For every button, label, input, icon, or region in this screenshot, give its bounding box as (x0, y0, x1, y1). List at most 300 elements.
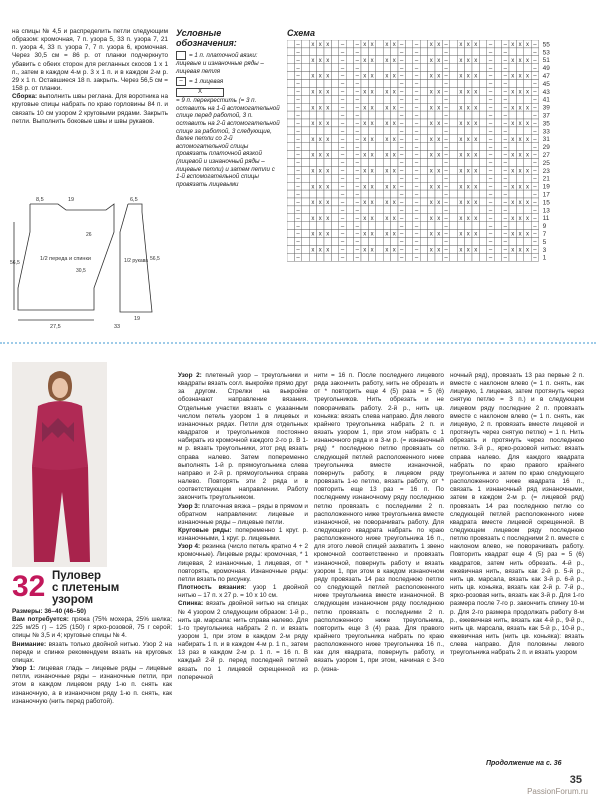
grid-cell (428, 64, 435, 72)
grid-cell (457, 143, 464, 151)
grid-symbol: x (326, 200, 330, 207)
grid-cell (420, 151, 427, 159)
grid-cell (494, 95, 501, 103)
grid-cell (509, 238, 516, 246)
grid-symbol: – (296, 89, 300, 96)
grid-cell (391, 190, 398, 198)
grid-symbol: – (488, 105, 493, 112)
grid-symbol: – (296, 152, 300, 159)
grid-cell (331, 111, 338, 119)
grid-symbol: – (503, 231, 507, 238)
grid-cell (324, 111, 331, 119)
grid-symbol: – (533, 160, 537, 167)
grid-cell (405, 80, 412, 88)
grid-cell (450, 198, 457, 206)
row-number: 49 (542, 65, 550, 73)
grid-symbol: – (444, 121, 448, 128)
grid-symbol: x (474, 89, 478, 96)
grid-cell (457, 48, 464, 56)
grid-cell (494, 135, 501, 143)
grid-symbol: x (526, 215, 529, 222)
grid-symbol: – (296, 50, 300, 56)
grid-symbol: – (503, 113, 507, 120)
grid-cell (405, 174, 412, 182)
grid-cell (494, 56, 501, 64)
grid-cell (509, 253, 516, 261)
grid-symbol: x (370, 42, 374, 49)
grid-symbol: – (400, 42, 404, 49)
grid-symbol: x (311, 42, 315, 49)
grid-cell (287, 40, 294, 48)
grid-cell (494, 111, 501, 119)
grid-symbol: – (355, 105, 359, 112)
grid-cell (494, 182, 501, 190)
grid-cell (376, 119, 383, 127)
grid-symbol: x (466, 215, 470, 222)
grid-symbol: x (311, 231, 315, 238)
grid-symbol: – (533, 247, 537, 254)
grid-cell (479, 230, 486, 238)
grid-symbol: x (392, 184, 396, 191)
grid-symbol: – (355, 121, 359, 128)
grid-symbol: – (414, 136, 419, 143)
grid-cell (509, 190, 516, 198)
grid-symbol: – (533, 121, 537, 128)
grid-cell (420, 72, 427, 80)
grid-symbol: – (414, 223, 419, 230)
grid-cell (457, 253, 464, 261)
grid-symbol: x (474, 152, 478, 159)
grid-symbol: x (318, 105, 322, 112)
grid-symbol: x (466, 152, 470, 159)
needs-paragraph: Вам потребуется: пряжа (75% мохера, 25% шелка; 225 м/25 г) – 125 (150) г ярко-розовой, 75 г серой; спицы № 3,5 и 4; круговые спицы № 4. (12, 616, 172, 640)
grid-cell (309, 64, 316, 72)
grid-symbol: – (488, 160, 493, 167)
grid-cell (450, 253, 457, 261)
grid-symbol: – (340, 113, 345, 120)
grid-symbol: x (311, 57, 315, 64)
grid-symbol: x (385, 136, 389, 143)
grid-cell (524, 64, 531, 72)
grid-cell (376, 40, 383, 48)
grid-cell (472, 80, 479, 88)
grid-cell (287, 159, 294, 167)
grid-symbol: x (363, 247, 367, 254)
grid-symbol: – (340, 208, 345, 214)
grid-symbol: x (466, 121, 470, 128)
grid-symbol: x (466, 184, 470, 191)
grid-symbol: x (526, 152, 529, 159)
grid-symbol: – (414, 231, 419, 238)
grid-symbol: – (533, 208, 537, 214)
grid-cell (420, 166, 427, 174)
grid-cell (331, 40, 338, 48)
grid-symbol: x (370, 200, 374, 207)
grid-cell (479, 245, 486, 253)
grid-cell (287, 80, 294, 88)
grid-cell (494, 127, 501, 135)
grid-symbol: – (488, 97, 493, 104)
grid-symbol: x (318, 57, 322, 64)
grid-cell (524, 95, 531, 103)
grid-cell (361, 190, 368, 198)
grid-cell (457, 238, 464, 246)
grid-cell (324, 190, 331, 198)
attention-paragraph: Внимание: вязать только двойной нитью. Узор 2 на переде и спинке рекомендуем вязать на круговых спицах. (12, 640, 172, 664)
grid-symbol: x (326, 136, 330, 143)
grid-cell (420, 119, 427, 127)
grid-cell (435, 48, 442, 56)
column-4-paragraph: ночный ряд), провязать 13 раз первые 2 п. вместе с наклоном влево (= 1 п. снять, как лицевую, 1 лицевая, затем протянуть через снятую петлю = 3 п.) и в следующем лицевом ряду последние 2 п. провязать вместе с наклоном влево (= 1 п. снять, как лицевую, 2 п. провязать вместе лицевой и протянуть через снятую петлю) = 1 п. Нить обрезать и протянуть через последнюю петлю. 3-й р., ярко-розовой нитью: вязать справа налево. Для каждого квадрата набрать по краю правого крайнего треугольника и затем по краю следующего расположенного ниже квадрата 16 п., связать 1 изнаночный ряд изнаночными, затем в каждом 2-м р. (= лицевой ряд) провязать 14 раз последнюю петлю со следующей петлей расположенного ниже квадрата вместе лицевой скрещенной. В следующем лицевом ряду последнюю петлю провязать с последними 2 п. вместе с наклоном влево, не поворачивать работу. Повторить квадрат еще 4 (5) раз = 5 (6) квадратов, затем нить обрезать. 4-й р., ежевичная нить, вязать как 2-й р. 5-й р., нить цв. марсала, вязать как 3-й р. 6-й р., нить цв. коньяка, вязать как 2-й р. 7-й р., ярко-розовая нить, вязать как 3-й р. Для 1-го размера после 7-го р. закончить спинку 10-м р. Для 2-го размера продолжать работу 8-м р., ежевичная нить, вязать как 4-й р., 9-й р., нить цв. марсала, вязать как 5-й р., 10-й р., ежевичная нить (нить цв. коньяка): вязать слева направо. Для половины левого треугольника набрать 2 п. и вязать узором (450, 372, 584, 657)
grid-symbol: – (400, 200, 404, 207)
grid-cell (331, 151, 338, 159)
grid-cell (479, 143, 486, 151)
grid-symbol: – (444, 129, 448, 135)
grid-symbol: – (488, 176, 493, 183)
grid-symbol: – (414, 200, 419, 207)
grid-symbol: x (392, 57, 396, 64)
grid-cell (494, 143, 501, 151)
grid-cell (309, 222, 316, 230)
row-number: 9 (542, 223, 547, 231)
grid-cell (420, 56, 427, 64)
grid-symbol: x (311, 247, 315, 254)
grid-cell (457, 95, 464, 103)
grid-symbol: x (518, 121, 522, 128)
grid-cell (405, 245, 412, 253)
grid-cell (479, 253, 486, 261)
row-number: 53 (542, 49, 550, 57)
grid-cell (317, 190, 324, 198)
row-number: 27 (542, 152, 550, 159)
grid-cell (420, 222, 427, 230)
grid-symbol: x (437, 247, 441, 254)
grid-symbol: – (488, 200, 493, 207)
grid-cell (457, 159, 464, 167)
grid-cell (324, 143, 331, 151)
grid-symbol: – (488, 247, 493, 254)
grid-cell (494, 174, 501, 182)
grid-cell (516, 174, 523, 182)
sizes-paragraph: Размеры: 36–40 (46–50) (12, 608, 86, 615)
grid-symbol: x (511, 121, 515, 128)
grid-cell (420, 174, 427, 182)
grid-cell (405, 166, 412, 174)
grid-symbol: x (459, 105, 463, 112)
grid-cell (516, 206, 523, 214)
grid-symbol: – (414, 57, 419, 64)
grid-symbol: x (370, 57, 374, 64)
grid-cell (509, 64, 516, 72)
grid-symbol: – (355, 136, 359, 143)
grid-symbol: – (414, 168, 419, 175)
grid-symbol: x (474, 105, 478, 112)
grid-symbol: x (429, 73, 433, 80)
grid-cell (346, 238, 353, 246)
sleeve-dim: 56,5 (150, 256, 160, 262)
grid-cell (450, 214, 457, 222)
grid-cell (465, 111, 472, 119)
grid-symbol: – (340, 160, 345, 167)
grid-cell (309, 174, 316, 182)
grid-cell (346, 56, 353, 64)
grid-cell (509, 206, 516, 214)
grid-cell (361, 48, 368, 56)
grid-cell (302, 135, 309, 143)
grid-symbol: – (355, 215, 359, 222)
row-number: 45 (542, 80, 550, 88)
grid-cell (368, 222, 375, 230)
grid-symbol: x (326, 247, 330, 254)
grid-symbol: x (318, 89, 322, 96)
grid-cell (302, 214, 309, 222)
grid-cell (405, 72, 412, 80)
grid-symbol: x (392, 105, 396, 112)
grid-symbol: x (385, 200, 389, 207)
grid-cell (472, 95, 479, 103)
grid-cell (302, 166, 309, 174)
grid-cell (479, 166, 486, 174)
grid-symbol: x (518, 89, 522, 96)
grid-cell (465, 95, 472, 103)
bottom-dim-3: 19 (134, 316, 141, 322)
grid-symbol: – (340, 239, 345, 246)
grid-cell (457, 206, 464, 214)
grid-symbol: – (488, 121, 493, 128)
page-number: 35 (569, 774, 582, 786)
grid-cell (472, 48, 479, 56)
grid-symbol: – (355, 247, 359, 254)
grid-cell (287, 190, 294, 198)
grid-cell (428, 253, 435, 261)
grid-symbol: – (355, 192, 359, 199)
grid-cell (324, 95, 331, 103)
grid-symbol: – (488, 50, 493, 56)
grid-cell (309, 159, 316, 167)
grid-cell (435, 253, 442, 261)
grid-cell (457, 190, 464, 198)
grid-cell (428, 80, 435, 88)
grid-symbol: x (385, 73, 389, 80)
grid-symbol: – (414, 184, 419, 191)
grid-cell (368, 95, 375, 103)
grid-cell (346, 198, 353, 206)
grid-cell (494, 80, 501, 88)
grid-cell (465, 222, 472, 230)
grid-symbol: x (363, 73, 367, 80)
grid-cell (391, 48, 398, 56)
grid-cell (420, 127, 427, 135)
grid-cell (391, 80, 398, 88)
grid-symbol: – (533, 73, 537, 80)
grid-cell (346, 230, 353, 238)
grid-cell (420, 135, 427, 143)
grid-cell (494, 103, 501, 111)
grid-symbol: – (503, 81, 507, 88)
grid-cell (361, 238, 368, 246)
row-number: 31 (542, 136, 550, 144)
grid-symbol: – (340, 168, 345, 175)
grid-cell (317, 159, 324, 167)
grid-symbol: – (355, 184, 359, 191)
grid-symbol: x (474, 168, 478, 175)
grid-cell (428, 127, 435, 135)
grid-symbol: x (370, 231, 374, 238)
grid-cell (420, 238, 427, 246)
grid-symbol: – (296, 215, 300, 222)
grid-symbol: – (355, 65, 359, 72)
grid-cell (302, 80, 309, 88)
grid-cell (376, 48, 383, 56)
grid-symbol: x (526, 42, 529, 49)
grid-symbol: x (429, 89, 433, 96)
grid-cell (524, 111, 531, 119)
grid-cell (376, 174, 383, 182)
grid-cell (450, 151, 457, 159)
grid-symbol: x (437, 231, 441, 238)
grid-cell (420, 230, 427, 238)
grid-cell (509, 80, 516, 88)
grid-symbol: – (340, 136, 345, 143)
grid-symbol: – (340, 255, 345, 262)
grid-cell (346, 80, 353, 88)
grid-cell (472, 253, 479, 261)
grid-cell (361, 95, 368, 103)
grid-symbol: – (503, 129, 507, 135)
grid-cell (368, 190, 375, 198)
grid-cell (376, 166, 383, 174)
grid-cell (435, 95, 442, 103)
grid-symbol: – (400, 97, 404, 104)
grid-cell (524, 159, 531, 167)
grid-cell (324, 48, 331, 56)
grid-symbol: – (340, 121, 345, 128)
grid-cell (376, 151, 383, 159)
grid-cell (346, 119, 353, 127)
legend-symbol-blank (176, 51, 186, 60)
grid-symbol: x (326, 57, 330, 64)
grid-cell (361, 253, 368, 261)
grid-symbol: – (340, 73, 345, 80)
grid-cell (494, 48, 501, 56)
grid-cell (516, 64, 523, 72)
grid-cell (368, 159, 375, 167)
grid-cell (420, 253, 427, 261)
grid-cell (361, 80, 368, 88)
grid-symbol: – (340, 223, 345, 230)
grid-cell (376, 135, 383, 143)
grid-cell (368, 48, 375, 56)
grid-symbol: x (385, 215, 389, 222)
grid-symbol: x (363, 231, 367, 238)
grid-cell (287, 143, 294, 151)
grid-symbol: – (533, 184, 537, 191)
grid-symbol: x (363, 184, 367, 191)
grid-cell (287, 127, 294, 135)
grid-cell (331, 166, 338, 174)
grid-symbol: x (518, 247, 522, 254)
grid-cell (302, 182, 309, 190)
grid-symbol: – (414, 144, 419, 151)
grid-cell (317, 127, 324, 135)
grid-symbol: – (400, 168, 404, 175)
grid-cell (494, 214, 501, 222)
grid-cell (331, 190, 338, 198)
grid-cell (450, 72, 457, 80)
grid-symbol: x (385, 89, 389, 96)
grid-cell (479, 135, 486, 143)
grid-cell (524, 48, 531, 56)
grid-cell (317, 111, 324, 119)
grid-cell (524, 238, 531, 246)
grid-cell (346, 111, 353, 119)
row-number: 3 (542, 246, 547, 254)
grid-cell (391, 253, 398, 261)
grid-symbol: x (511, 247, 515, 254)
grid-cell (317, 80, 324, 88)
grid-cell (302, 127, 309, 135)
grid-symbol: x (363, 42, 367, 49)
grid-cell (383, 127, 390, 135)
grid-cell (524, 127, 531, 135)
grid-cell (361, 222, 368, 230)
grid-symbol: x (370, 105, 374, 112)
grid-cell (435, 190, 442, 198)
grid-symbol: x (318, 215, 322, 222)
grid-cell (302, 48, 309, 56)
grid-symbol: x (466, 42, 470, 49)
grid-symbol: – (414, 105, 419, 112)
grid-cell (324, 127, 331, 135)
grid-symbol: – (488, 152, 493, 159)
grid-cell (368, 80, 375, 88)
grid-cell (420, 64, 427, 72)
grid-cell (516, 222, 523, 230)
grid-cell (450, 80, 457, 88)
grid-cell (450, 87, 457, 95)
grid-cell (420, 95, 427, 103)
grid-symbol: – (414, 129, 419, 135)
grid-symbol: – (296, 136, 300, 143)
grid-symbol: – (533, 57, 537, 64)
grid-cell (302, 103, 309, 111)
grid-cell (331, 238, 338, 246)
grid-symbol: x (392, 200, 396, 207)
grid-symbol: x (326, 168, 330, 175)
grid-cell (524, 174, 531, 182)
grid-cell (287, 103, 294, 111)
grid-symbol: x (363, 89, 367, 96)
grid-symbol: – (296, 231, 300, 238)
grid-cell (450, 95, 457, 103)
grid-cell (450, 206, 457, 214)
grid-cell (331, 198, 338, 206)
grid-symbol: – (533, 168, 537, 175)
grid-symbol: x (437, 168, 441, 175)
grid-symbol: x (474, 215, 478, 222)
grid-cell (509, 111, 516, 119)
grid-cell (287, 64, 294, 72)
grid-symbol: – (296, 160, 300, 167)
grid-symbol: x (392, 73, 396, 80)
grid-cell (420, 143, 427, 151)
grid-symbol: x (511, 215, 515, 222)
grid-cell (472, 222, 479, 230)
grid-cell (287, 245, 294, 253)
grid-symbol: – (400, 192, 404, 199)
grid-symbol: – (414, 215, 419, 222)
grid-cell (479, 119, 486, 127)
